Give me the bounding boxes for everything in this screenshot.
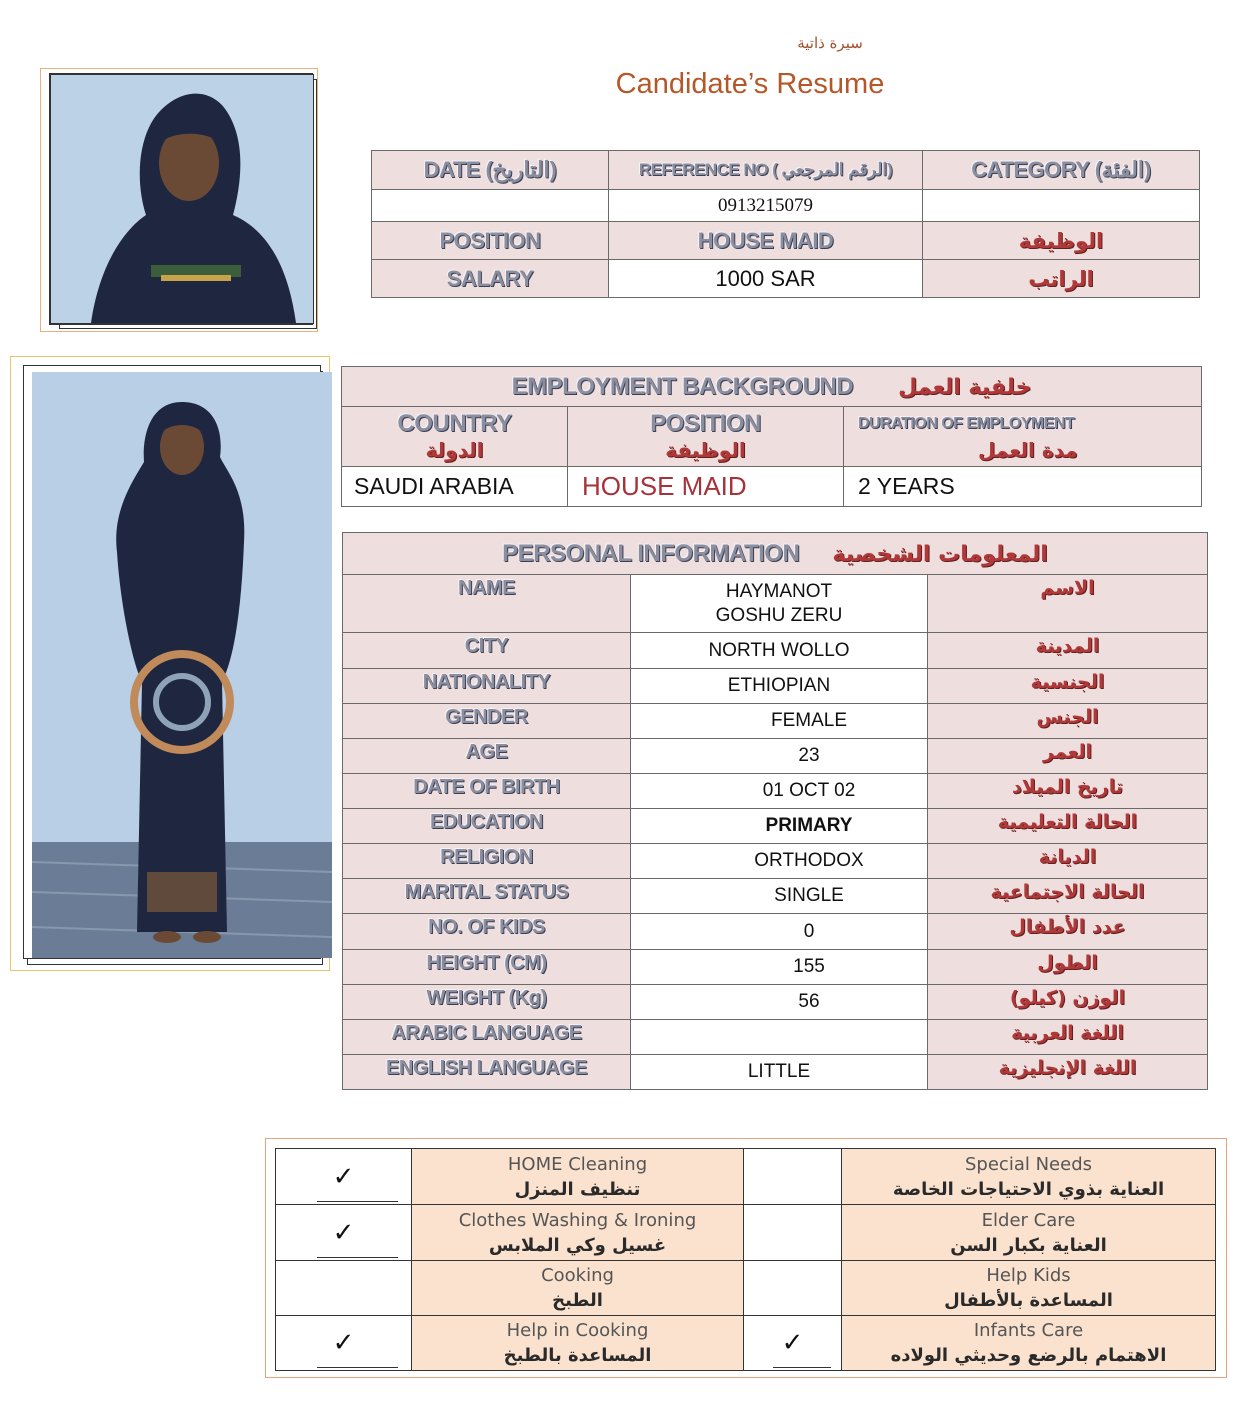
right-checkbox[interactable]: [744, 1261, 842, 1316]
personal-value: PRIMARY: [631, 809, 928, 844]
skills-table: [275, 1148, 1216, 1371]
personal-row: [343, 704, 1208, 739]
personal-value: 155: [631, 950, 928, 985]
country-value: SAUDI ARABIA: [342, 467, 568, 507]
position-label-ar: الوظيفة: [665, 437, 746, 462]
employment-title-ar: خلفية العمل: [898, 374, 1032, 400]
personal-row: [343, 809, 1208, 844]
personal-label-ar: تاريخ الميلاد: [928, 774, 1208, 809]
position-label: POSITION: [372, 222, 609, 260]
personal-label: ARABIC LANGUAGE: [343, 1020, 631, 1055]
duration-label-ar: مدة العمل: [978, 437, 1078, 462]
skill-label-ar: غسيل وكي الملابس: [488, 1234, 667, 1256]
personal-row: [343, 914, 1208, 950]
personal-header: [343, 533, 1208, 575]
skill-label-ar: المساعدة بالأطفال: [944, 1290, 1113, 1311]
skill-label-ar: المساعدة بالطبخ: [503, 1345, 652, 1366]
personal-label-ar: الاسم: [928, 575, 1208, 633]
personal-label: WEIGHT (Kg): [343, 985, 631, 1020]
skill-label: Cooking: [541, 1265, 614, 1286]
right-checkbox[interactable]: [744, 1149, 842, 1205]
personal-value: [631, 1020, 928, 1055]
duration-label: DURATION OF EMPLOYMENT: [858, 414, 1075, 432]
personal-title: PERSONAL INFORMATION: [502, 539, 800, 567]
personal-label: NATIONALITY: [343, 669, 631, 704]
arabic-caption: سيرة ذاتية: [797, 34, 863, 52]
personal-label: NO. OF KIDS: [343, 914, 631, 950]
country-label-ar: الدولة: [425, 437, 484, 462]
left-checkbox[interactable]: [276, 1316, 412, 1371]
personal-row: [343, 633, 1208, 669]
personal-value: 56: [631, 985, 928, 1020]
personal-label: EDUCATION: [343, 809, 631, 844]
skill-label: Special Needs: [965, 1153, 1092, 1175]
skill-label: Help in Cooking: [506, 1320, 649, 1341]
personal-label-ar: العمر: [928, 739, 1208, 774]
left-checkbox[interactable]: [276, 1149, 412, 1205]
personal-label-ar: الحالة التعليمية: [928, 809, 1208, 844]
check-mark-icon: ✓: [781, 1328, 804, 1358]
left-skill: [412, 1205, 744, 1261]
employment-header: [342, 367, 1202, 407]
date-label: DATE (التاريخ): [372, 151, 609, 190]
personal-row: [343, 1055, 1208, 1090]
salary-label: SALARY: [372, 260, 609, 298]
personal-label-ar: الحالة الاجتماعية: [928, 879, 1208, 914]
personal-value: ETHIOPIAN: [631, 669, 928, 704]
personal-row: [343, 575, 1208, 633]
right-skill: [842, 1149, 1216, 1205]
left-skill: [412, 1261, 744, 1316]
check-mark-icon: ✓: [332, 1328, 355, 1358]
personal-value: ORTHODOX: [631, 844, 928, 879]
personal-row: [343, 879, 1208, 914]
left-skill: [412, 1149, 744, 1205]
right-skill: [842, 1316, 1216, 1371]
personal-row: [343, 950, 1208, 985]
personal-label-ar: المدينة: [928, 633, 1208, 669]
employment-title: EMPLOYMENT BACKGROUND: [511, 372, 854, 400]
personal-label-ar: الوزن (كيلو): [928, 985, 1208, 1020]
right-skill: [842, 1261, 1216, 1316]
personal-label: DATE OF BIRTH: [343, 774, 631, 809]
personal-value: HAYMANOT GOSHU ZERU: [631, 575, 928, 633]
position-header: [568, 407, 844, 467]
personal-label: MARITAL STATUS: [343, 879, 631, 914]
country-header: [342, 407, 568, 467]
personal-label: ENGLISH LANGUAGE: [343, 1055, 631, 1090]
personal-label-ar: الديانة: [928, 844, 1208, 879]
personal-row: [343, 669, 1208, 704]
salary-label-ar: الراتب: [923, 260, 1200, 298]
personal-label-ar: اللغة العربية: [928, 1020, 1208, 1055]
personal-label: AGE: [343, 739, 631, 774]
personal-label-ar: اللغة الإنجليزية: [928, 1055, 1208, 1090]
skill-row: [276, 1316, 1216, 1371]
personal-label: CITY: [343, 633, 631, 669]
personal-row: [343, 739, 1208, 774]
personal-label-ar: الجنس: [928, 704, 1208, 739]
category-value: [923, 190, 1200, 222]
personal-label: HEIGHT (CM): [343, 950, 631, 985]
personal-value: SINGLE: [631, 879, 928, 914]
personal-label: GENDER: [343, 704, 631, 739]
skill-label: Infants Care: [973, 1320, 1084, 1341]
personal-title-ar: المعلومات الشخصية: [832, 541, 1048, 567]
skill-label: HOME Cleaning: [507, 1153, 648, 1175]
personal-row: [343, 844, 1208, 879]
portrait-photo-frame: [40, 68, 318, 332]
check-mark-icon: ✓: [332, 1161, 355, 1192]
position-label-ar: الوظيفة: [923, 222, 1200, 260]
personal-label-ar: الطول: [928, 950, 1208, 985]
right-skill: [842, 1205, 1216, 1261]
personal-info-table: [342, 532, 1208, 1090]
category-label: CATEGORY (الفئة): [923, 151, 1200, 190]
reference-label: REFERENCE NO ( الرقم المرجعي): [609, 151, 923, 190]
salary-value: 1000 SAR: [609, 260, 923, 298]
skill-label-ar: تنظيف المنزل: [514, 1178, 641, 1200]
personal-value: 01 OCT 02: [631, 774, 928, 809]
duration-header: [844, 407, 1202, 467]
skill-label: Help Kids: [986, 1265, 1071, 1286]
skill-label: Elder Care: [981, 1209, 1076, 1231]
employment-table: [341, 366, 1202, 507]
full-body-photo-frame: [10, 356, 330, 971]
personal-value: 0: [631, 914, 928, 950]
portrait-photo: [50, 74, 314, 324]
page-title: Candidate’s Resume: [615, 68, 885, 100]
full-body-photo: [32, 372, 332, 958]
personal-row: [343, 774, 1208, 809]
position-value: HOUSE MAID: [568, 467, 844, 507]
personal-value: FEMALE: [631, 704, 928, 739]
check-mark-icon: ✓: [332, 1217, 355, 1248]
skill-row: [276, 1261, 1216, 1316]
date-value: [372, 190, 609, 222]
personal-row: [343, 985, 1208, 1020]
skill-label-ar: الطبخ: [552, 1290, 603, 1311]
skill-label-ar: العناية بذوي الاحتياجات الخاصة: [892, 1178, 1165, 1200]
skill-label-ar: العناية بكبار السن: [950, 1234, 1107, 1256]
skill-row: [276, 1149, 1216, 1205]
personal-label-ar: عدد الأطفال: [928, 914, 1208, 950]
left-checkbox[interactable]: [276, 1205, 412, 1261]
personal-row: [343, 1020, 1208, 1055]
position-label: POSITION: [650, 409, 761, 437]
skill-label: Clothes Washing & Ironing: [458, 1209, 697, 1231]
skill-row: [276, 1205, 1216, 1261]
country-label: COUNTRY: [397, 409, 512, 437]
right-checkbox[interactable]: [744, 1316, 842, 1371]
personal-label: NAME: [343, 575, 631, 633]
reference-table: [371, 150, 1200, 298]
personal-value: LITTLE: [631, 1055, 928, 1090]
reference-value: 0913215079: [609, 190, 923, 222]
left-skill: [412, 1316, 744, 1371]
duration-value: 2 YEARS: [844, 467, 1202, 507]
left-checkbox[interactable]: [276, 1261, 412, 1316]
personal-value: 23: [631, 739, 928, 774]
personal-label: RELIGION: [343, 844, 631, 879]
right-checkbox[interactable]: [744, 1205, 842, 1261]
personal-value: NORTH WOLLO: [631, 633, 928, 669]
skill-label-ar: الاهتمام بالرضع وحديثي الولاده: [890, 1345, 1167, 1366]
personal-label-ar: الجنسية: [928, 669, 1208, 704]
position-value: HOUSE MAID: [609, 222, 923, 260]
